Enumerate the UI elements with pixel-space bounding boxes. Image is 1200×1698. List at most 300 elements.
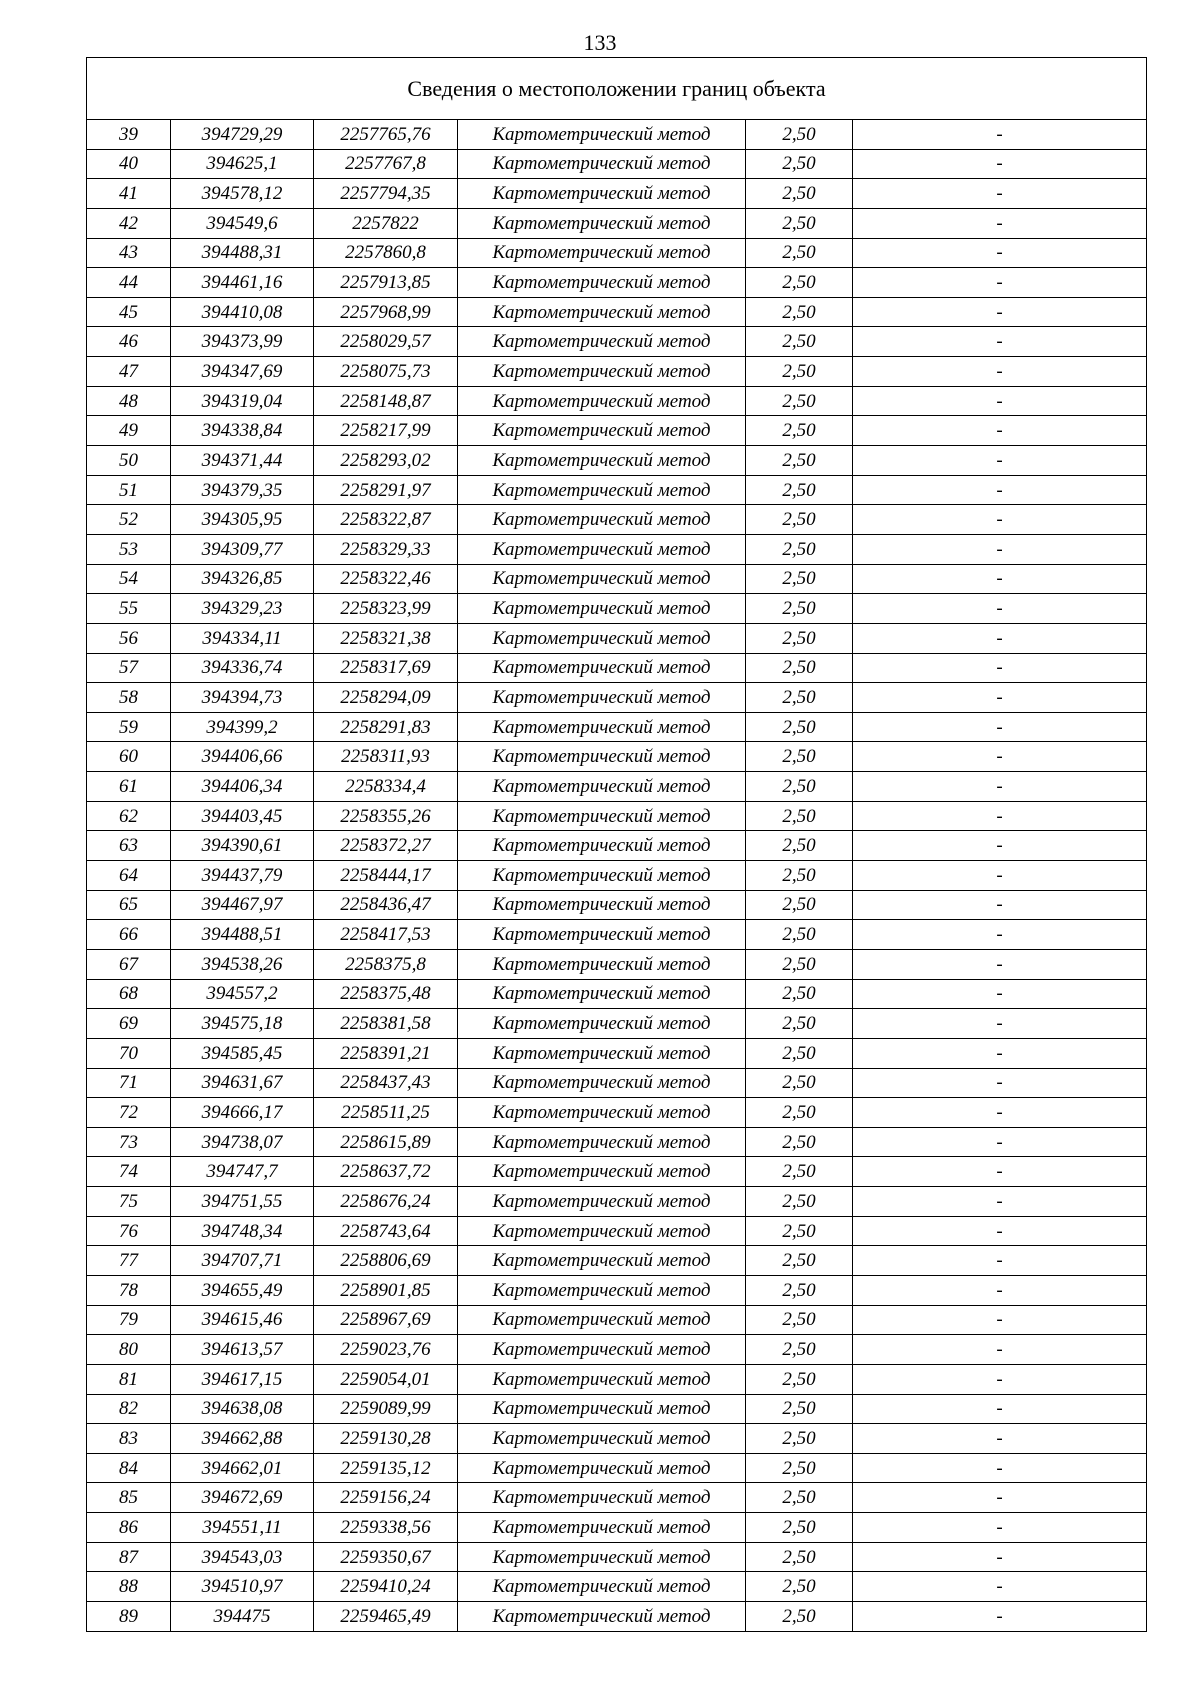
point-number-cell: 46 <box>87 327 171 357</box>
method-cell: Картометрический метод <box>458 1453 746 1483</box>
x-coordinate-cell: 394326,85 <box>171 564 314 594</box>
method-cell: Картометрический метод <box>458 505 746 535</box>
y-coordinate-cell: 2259410,24 <box>314 1572 458 1602</box>
accuracy-cell: 2,50 <box>746 742 853 772</box>
description-cell: - <box>853 1275 1147 1305</box>
x-coordinate-cell: 394309,77 <box>171 534 314 564</box>
accuracy-cell: 2,50 <box>746 801 853 831</box>
method-cell: Картометрический метод <box>458 1187 746 1217</box>
point-number-cell: 60 <box>87 742 171 772</box>
method-cell: Картометрический метод <box>458 1157 746 1187</box>
description-cell: - <box>853 1453 1147 1483</box>
description-cell: - <box>853 297 1147 327</box>
y-coordinate-cell: 2258511,25 <box>314 1098 458 1128</box>
y-coordinate-cell: 2258901,85 <box>314 1275 458 1305</box>
point-number-cell: 39 <box>87 120 171 150</box>
method-cell: Картометрический метод <box>458 1483 746 1513</box>
table-row <box>87 831 1147 861</box>
point-number-cell: 67 <box>87 949 171 979</box>
description-cell: - <box>853 653 1147 683</box>
point-number-cell: 42 <box>87 208 171 238</box>
x-coordinate-cell: 394406,34 <box>171 772 314 802</box>
table-row <box>87 1098 1147 1128</box>
y-coordinate-cell: 2259089,99 <box>314 1394 458 1424</box>
y-coordinate-cell: 2259054,01 <box>314 1364 458 1394</box>
boundary-coordinates-table <box>86 57 1147 1632</box>
y-coordinate-cell: 2258311,93 <box>314 742 458 772</box>
table-row <box>87 1216 1147 1246</box>
description-cell: - <box>853 1038 1147 1068</box>
point-number-cell: 52 <box>87 505 171 535</box>
table-row <box>87 1453 1147 1483</box>
accuracy-cell: 2,50 <box>746 446 853 476</box>
accuracy-cell: 2,50 <box>746 831 853 861</box>
table-row <box>87 297 1147 327</box>
table-row <box>87 1602 1147 1632</box>
y-coordinate-cell: 2257767,8 <box>314 149 458 179</box>
table-caption: Сведения о местоположении границ объекта <box>87 58 1147 120</box>
description-cell: - <box>853 890 1147 920</box>
y-coordinate-cell: 2258291,97 <box>314 475 458 505</box>
accuracy-cell: 2,50 <box>746 327 853 357</box>
accuracy-cell: 2,50 <box>746 1424 853 1454</box>
point-number-cell: 70 <box>87 1038 171 1068</box>
y-coordinate-cell: 2258375,48 <box>314 979 458 1009</box>
y-coordinate-cell: 2258444,17 <box>314 861 458 891</box>
y-coordinate-cell: 2258291,83 <box>314 712 458 742</box>
description-cell: - <box>853 1098 1147 1128</box>
x-coordinate-cell: 394334,11 <box>171 623 314 653</box>
table-row <box>87 120 1147 150</box>
table-row <box>87 1335 1147 1365</box>
description-cell: - <box>853 534 1147 564</box>
description-cell: - <box>853 1542 1147 1572</box>
point-number-cell: 48 <box>87 386 171 416</box>
table-row <box>87 1483 1147 1513</box>
point-number-cell: 74 <box>87 1157 171 1187</box>
y-coordinate-cell: 2258436,47 <box>314 890 458 920</box>
x-coordinate-cell: 394557,2 <box>171 979 314 1009</box>
accuracy-cell: 2,50 <box>746 179 853 209</box>
table-row <box>87 357 1147 387</box>
method-cell: Картометрический метод <box>458 861 746 891</box>
accuracy-cell: 2,50 <box>746 416 853 446</box>
x-coordinate-cell: 394729,29 <box>171 120 314 150</box>
description-cell: - <box>853 1364 1147 1394</box>
point-number-cell: 77 <box>87 1246 171 1276</box>
accuracy-cell: 2,50 <box>746 594 853 624</box>
method-cell: Картометрический метод <box>458 357 746 387</box>
y-coordinate-cell: 2257765,76 <box>314 120 458 150</box>
x-coordinate-cell: 394615,46 <box>171 1305 314 1335</box>
x-coordinate-cell: 394488,51 <box>171 920 314 950</box>
accuracy-cell: 2,50 <box>746 1394 853 1424</box>
table-row <box>87 772 1147 802</box>
point-number-cell: 80 <box>87 1335 171 1365</box>
table-row <box>87 1246 1147 1276</box>
method-cell: Картометрический метод <box>458 1305 746 1335</box>
description-cell: - <box>853 1157 1147 1187</box>
y-coordinate-cell: 2258637,72 <box>314 1157 458 1187</box>
y-coordinate-cell: 2258372,27 <box>314 831 458 861</box>
point-number-cell: 43 <box>87 238 171 268</box>
method-cell: Картометрический метод <box>458 623 746 653</box>
x-coordinate-cell: 394461,16 <box>171 268 314 298</box>
accuracy-cell: 2,50 <box>746 1009 853 1039</box>
description-cell: - <box>853 1246 1147 1276</box>
y-coordinate-cell: 2257822 <box>314 208 458 238</box>
x-coordinate-cell: 394379,35 <box>171 475 314 505</box>
y-coordinate-cell: 2257794,35 <box>314 179 458 209</box>
table-row <box>87 653 1147 683</box>
point-number-cell: 78 <box>87 1275 171 1305</box>
method-cell: Картометрический метод <box>458 386 746 416</box>
x-coordinate-cell: 394371,44 <box>171 446 314 476</box>
accuracy-cell: 2,50 <box>746 1572 853 1602</box>
y-coordinate-cell: 2258437,43 <box>314 1068 458 1098</box>
x-coordinate-cell: 394672,69 <box>171 1483 314 1513</box>
method-cell: Картометрический метод <box>458 238 746 268</box>
table-row <box>87 179 1147 209</box>
y-coordinate-cell: 2258391,21 <box>314 1038 458 1068</box>
x-coordinate-cell: 394406,66 <box>171 742 314 772</box>
method-cell: Картометрический метод <box>458 979 746 1009</box>
description-cell: - <box>853 742 1147 772</box>
y-coordinate-cell: 2258293,02 <box>314 446 458 476</box>
x-coordinate-cell: 394390,61 <box>171 831 314 861</box>
method-cell: Картометрический метод <box>458 416 746 446</box>
accuracy-cell: 2,50 <box>746 357 853 387</box>
method-cell: Картометрический метод <box>458 801 746 831</box>
description-cell: - <box>853 861 1147 891</box>
description-cell: - <box>853 149 1147 179</box>
accuracy-cell: 2,50 <box>746 920 853 950</box>
x-coordinate-cell: 394662,88 <box>171 1424 314 1454</box>
description-cell: - <box>853 564 1147 594</box>
method-cell: Картометрический метод <box>458 712 746 742</box>
y-coordinate-cell: 2257913,85 <box>314 268 458 298</box>
table-row <box>87 268 1147 298</box>
x-coordinate-cell: 394543,03 <box>171 1542 314 1572</box>
description-cell: - <box>853 772 1147 802</box>
y-coordinate-cell: 2259135,12 <box>314 1453 458 1483</box>
y-coordinate-cell: 2258967,69 <box>314 1305 458 1335</box>
table-row <box>87 861 1147 891</box>
table-row <box>87 890 1147 920</box>
accuracy-cell: 2,50 <box>746 653 853 683</box>
method-cell: Картометрический метод <box>458 683 746 713</box>
point-number-cell: 56 <box>87 623 171 653</box>
method-cell: Картометрический метод <box>458 179 746 209</box>
description-cell: - <box>853 357 1147 387</box>
x-coordinate-cell: 394638,08 <box>171 1394 314 1424</box>
accuracy-cell: 2,50 <box>746 149 853 179</box>
y-coordinate-cell: 2258317,69 <box>314 653 458 683</box>
x-coordinate-cell: 394399,2 <box>171 712 314 742</box>
accuracy-cell: 2,50 <box>746 1068 853 1098</box>
point-number-cell: 58 <box>87 683 171 713</box>
point-number-cell: 69 <box>87 1009 171 1039</box>
boundary-table-container <box>86 57 1146 1632</box>
description-cell: - <box>853 386 1147 416</box>
method-cell: Картометрический метод <box>458 268 746 298</box>
page-number: 133 <box>583 30 617 55</box>
table-row <box>87 564 1147 594</box>
table-row <box>87 238 1147 268</box>
y-coordinate-cell: 2258148,87 <box>314 386 458 416</box>
table-row <box>87 801 1147 831</box>
table-row <box>87 1424 1147 1454</box>
x-coordinate-cell: 394575,18 <box>171 1009 314 1039</box>
table-row <box>87 386 1147 416</box>
table-row <box>87 1127 1147 1157</box>
table-row <box>87 1542 1147 1572</box>
y-coordinate-cell: 2258806,69 <box>314 1246 458 1276</box>
table-row <box>87 979 1147 1009</box>
y-coordinate-cell: 2257968,99 <box>314 297 458 327</box>
y-coordinate-cell: 2259156,24 <box>314 1483 458 1513</box>
description-cell: - <box>853 1187 1147 1217</box>
point-number-cell: 76 <box>87 1216 171 1246</box>
description-cell: - <box>853 1572 1147 1602</box>
y-coordinate-cell: 2259465,49 <box>314 1602 458 1632</box>
table-row <box>87 1364 1147 1394</box>
method-cell: Картометрический метод <box>458 742 746 772</box>
x-coordinate-cell: 394510,97 <box>171 1572 314 1602</box>
x-coordinate-cell: 394394,73 <box>171 683 314 713</box>
table-row <box>87 712 1147 742</box>
description-cell: - <box>853 1424 1147 1454</box>
description-cell: - <box>853 1216 1147 1246</box>
accuracy-cell: 2,50 <box>746 890 853 920</box>
accuracy-cell: 2,50 <box>746 1216 853 1246</box>
y-coordinate-cell: 2258329,33 <box>314 534 458 564</box>
point-number-cell: 73 <box>87 1127 171 1157</box>
method-cell: Картометрический метод <box>458 1424 746 1454</box>
table-row <box>87 1275 1147 1305</box>
method-cell: Картометрический метод <box>458 1275 746 1305</box>
point-number-cell: 75 <box>87 1187 171 1217</box>
x-coordinate-cell: 394338,84 <box>171 416 314 446</box>
method-cell: Картометрический метод <box>458 594 746 624</box>
accuracy-cell: 2,50 <box>746 505 853 535</box>
point-number-cell: 47 <box>87 357 171 387</box>
table-row <box>87 920 1147 950</box>
x-coordinate-cell: 394336,74 <box>171 653 314 683</box>
accuracy-cell: 2,50 <box>746 1157 853 1187</box>
description-cell: - <box>853 623 1147 653</box>
accuracy-cell: 2,50 <box>746 1275 853 1305</box>
x-coordinate-cell: 394488,31 <box>171 238 314 268</box>
description-cell: - <box>853 268 1147 298</box>
description-cell: - <box>853 920 1147 950</box>
x-coordinate-cell: 394631,67 <box>171 1068 314 1098</box>
x-coordinate-cell: 394305,95 <box>171 505 314 535</box>
point-number-cell: 65 <box>87 890 171 920</box>
y-coordinate-cell: 2258375,8 <box>314 949 458 979</box>
x-coordinate-cell: 394747,7 <box>171 1157 314 1187</box>
method-cell: Картометрический метод <box>458 1068 746 1098</box>
accuracy-cell: 2,50 <box>746 120 853 150</box>
accuracy-cell: 2,50 <box>746 1187 853 1217</box>
accuracy-cell: 2,50 <box>746 297 853 327</box>
accuracy-cell: 2,50 <box>746 1602 853 1632</box>
table-row <box>87 1187 1147 1217</box>
description-cell: - <box>853 475 1147 505</box>
method-cell: Картометрический метод <box>458 297 746 327</box>
point-number-cell: 81 <box>87 1364 171 1394</box>
point-number-cell: 79 <box>87 1305 171 1335</box>
accuracy-cell: 2,50 <box>746 268 853 298</box>
point-number-cell: 45 <box>87 297 171 327</box>
accuracy-cell: 2,50 <box>746 712 853 742</box>
point-number-cell: 53 <box>87 534 171 564</box>
point-number-cell: 83 <box>87 1424 171 1454</box>
method-cell: Картометрический метод <box>458 1098 746 1128</box>
point-number-cell: 89 <box>87 1602 171 1632</box>
description-cell: - <box>853 712 1147 742</box>
table-row <box>87 683 1147 713</box>
table-body <box>87 120 1147 1632</box>
point-number-cell: 82 <box>87 1394 171 1424</box>
x-coordinate-cell: 394467,97 <box>171 890 314 920</box>
x-coordinate-cell: 394475 <box>171 1602 314 1632</box>
method-cell: Картометрический метод <box>458 890 746 920</box>
description-cell: - <box>853 801 1147 831</box>
table-row <box>87 208 1147 238</box>
accuracy-cell: 2,50 <box>746 564 853 594</box>
x-coordinate-cell: 394538,26 <box>171 949 314 979</box>
method-cell: Картометрический метод <box>458 120 746 150</box>
description-cell: - <box>853 327 1147 357</box>
point-number-cell: 72 <box>87 1098 171 1128</box>
x-coordinate-cell: 394319,04 <box>171 386 314 416</box>
table-row <box>87 1394 1147 1424</box>
table-row <box>87 416 1147 446</box>
table-row <box>87 327 1147 357</box>
method-cell: Картометрический метод <box>458 327 746 357</box>
method-cell: Картометрический метод <box>458 534 746 564</box>
table-caption-row <box>87 58 1147 120</box>
table-row <box>87 1038 1147 1068</box>
point-number-cell: 61 <box>87 772 171 802</box>
table-row <box>87 742 1147 772</box>
x-coordinate-cell: 394551,11 <box>171 1513 314 1543</box>
x-coordinate-cell: 394655,49 <box>171 1275 314 1305</box>
description-cell: - <box>853 683 1147 713</box>
method-cell: Картометрический метод <box>458 1009 746 1039</box>
description-cell: - <box>853 179 1147 209</box>
accuracy-cell: 2,50 <box>746 1335 853 1365</box>
y-coordinate-cell: 2258676,24 <box>314 1187 458 1217</box>
method-cell: Картометрический метод <box>458 1513 746 1543</box>
description-cell: - <box>853 594 1147 624</box>
method-cell: Картометрический метод <box>458 831 746 861</box>
table-row <box>87 475 1147 505</box>
accuracy-cell: 2,50 <box>746 683 853 713</box>
x-coordinate-cell: 394578,12 <box>171 179 314 209</box>
description-cell: - <box>853 1513 1147 1543</box>
y-coordinate-cell: 2259350,67 <box>314 1542 458 1572</box>
table-row <box>87 534 1147 564</box>
table-row <box>87 949 1147 979</box>
table-row <box>87 1513 1147 1543</box>
point-number-cell: 85 <box>87 1483 171 1513</box>
accuracy-cell: 2,50 <box>746 623 853 653</box>
y-coordinate-cell: 2258417,53 <box>314 920 458 950</box>
point-number-cell: 59 <box>87 712 171 742</box>
description-cell: - <box>853 1127 1147 1157</box>
accuracy-cell: 2,50 <box>746 979 853 1009</box>
table-row <box>87 1068 1147 1098</box>
method-cell: Картометрический метод <box>458 1542 746 1572</box>
method-cell: Картометрический метод <box>458 1216 746 1246</box>
point-number-cell: 54 <box>87 564 171 594</box>
table-row <box>87 1305 1147 1335</box>
x-coordinate-cell: 394373,99 <box>171 327 314 357</box>
x-coordinate-cell: 394625,1 <box>171 149 314 179</box>
y-coordinate-cell: 2258355,26 <box>314 801 458 831</box>
y-coordinate-cell: 2258615,89 <box>314 1127 458 1157</box>
accuracy-cell: 2,50 <box>746 1453 853 1483</box>
point-number-cell: 62 <box>87 801 171 831</box>
accuracy-cell: 2,50 <box>746 1038 853 1068</box>
point-number-cell: 57 <box>87 653 171 683</box>
y-coordinate-cell: 2259130,28 <box>314 1424 458 1454</box>
accuracy-cell: 2,50 <box>746 238 853 268</box>
y-coordinate-cell: 2258322,46 <box>314 564 458 594</box>
description-cell: - <box>853 1602 1147 1632</box>
accuracy-cell: 2,50 <box>746 1364 853 1394</box>
method-cell: Картометрический метод <box>458 653 746 683</box>
x-coordinate-cell: 394738,07 <box>171 1127 314 1157</box>
accuracy-cell: 2,50 <box>746 1513 853 1543</box>
description-cell: - <box>853 1394 1147 1424</box>
accuracy-cell: 2,50 <box>746 1305 853 1335</box>
method-cell: Картометрический метод <box>458 1394 746 1424</box>
y-coordinate-cell: 2258075,73 <box>314 357 458 387</box>
point-number-cell: 40 <box>87 149 171 179</box>
method-cell: Картометрический метод <box>458 1335 746 1365</box>
method-cell: Картометрический метод <box>458 564 746 594</box>
method-cell: Картометрический метод <box>458 446 746 476</box>
description-cell: - <box>853 208 1147 238</box>
y-coordinate-cell: 2258381,58 <box>314 1009 458 1039</box>
accuracy-cell: 2,50 <box>746 949 853 979</box>
accuracy-cell: 2,50 <box>746 386 853 416</box>
y-coordinate-cell: 2258743,64 <box>314 1216 458 1246</box>
x-coordinate-cell: 394748,34 <box>171 1216 314 1246</box>
description-cell: - <box>853 238 1147 268</box>
accuracy-cell: 2,50 <box>746 475 853 505</box>
table-row <box>87 623 1147 653</box>
accuracy-cell: 2,50 <box>746 1127 853 1157</box>
method-cell: Картометрический метод <box>458 1572 746 1602</box>
y-coordinate-cell: 2259023,76 <box>314 1335 458 1365</box>
description-cell: - <box>853 979 1147 1009</box>
method-cell: Картометрический метод <box>458 772 746 802</box>
accuracy-cell: 2,50 <box>746 1098 853 1128</box>
y-coordinate-cell: 2258322,87 <box>314 505 458 535</box>
x-coordinate-cell: 394403,45 <box>171 801 314 831</box>
y-coordinate-cell: 2259338,56 <box>314 1513 458 1543</box>
description-cell: - <box>853 120 1147 150</box>
method-cell: Картометрический метод <box>458 920 746 950</box>
accuracy-cell: 2,50 <box>746 1542 853 1572</box>
x-coordinate-cell: 394751,55 <box>171 1187 314 1217</box>
description-cell: - <box>853 446 1147 476</box>
point-number-cell: 55 <box>87 594 171 624</box>
